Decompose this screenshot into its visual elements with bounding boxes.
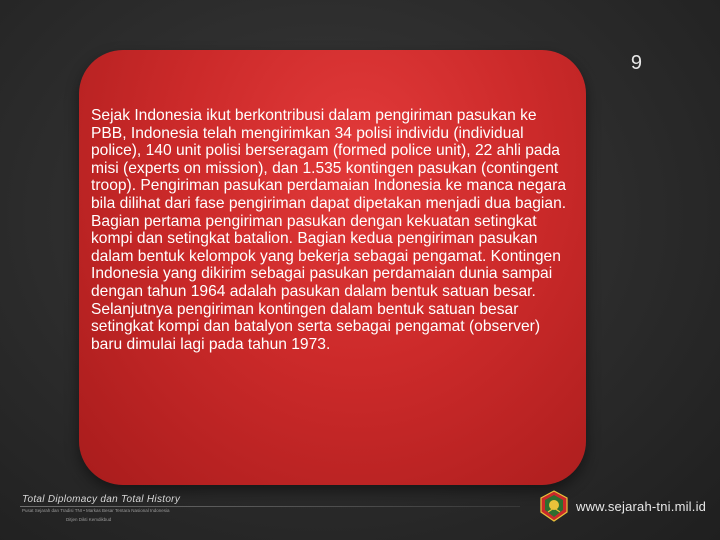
slide-number: 9 — [630, 52, 642, 74]
website-url: www.sejarah-tni.mil.id — [576, 499, 707, 514]
tni-emblem-icon — [538, 490, 570, 522]
footer-divider — [20, 506, 520, 507]
footer-sub: Ditjen Dikti Kemdikbud — [66, 517, 112, 522]
footer-brand: Total Diplomacy dan Total History — [22, 494, 181, 505]
footer-tagline: Pusat Sejarah dan Tradisi TNI • Markas Besar Tentara Nasional Indonesia — [22, 508, 170, 513]
body-paragraph: Sejak Indonesia ikut berkontribusi dalam pengiriman pasukan ke PBB, Indonesia telah mengirimkan 34 polisi individu (individual police), 140 unit polisi berseragam (formed police unit), 22 ahli pada misi (experts on mission), dan 1.535 kontingen pasukan (contingent troop). Pengiriman pasukan perdamaian Indonesia ke manca negara bila dilihat dari fase pengiriman dapat dipetakan menjadi dua bagian. Bagian pertama pengiriman pasukan dengan kekuatan setingkat kompi dan setingkat batalion. Bagian kedua pengiriman pasukan dalam bentuk kelompok yang bekerja sebagai pengamat. Kontingen Indonesia yang dikirim sebagai pasukan perdamaian dunia sampai dengan tahun 1964 adalah pasukan dalam bentuk satuan besar. Selanjutnya pengiriman kontingen dalam bentuk satuan besar setingkat kompi dan batalyon serta sebagai pengamat (observer) baru dimulai lagi pada tahun 1973. — [91, 107, 567, 353]
